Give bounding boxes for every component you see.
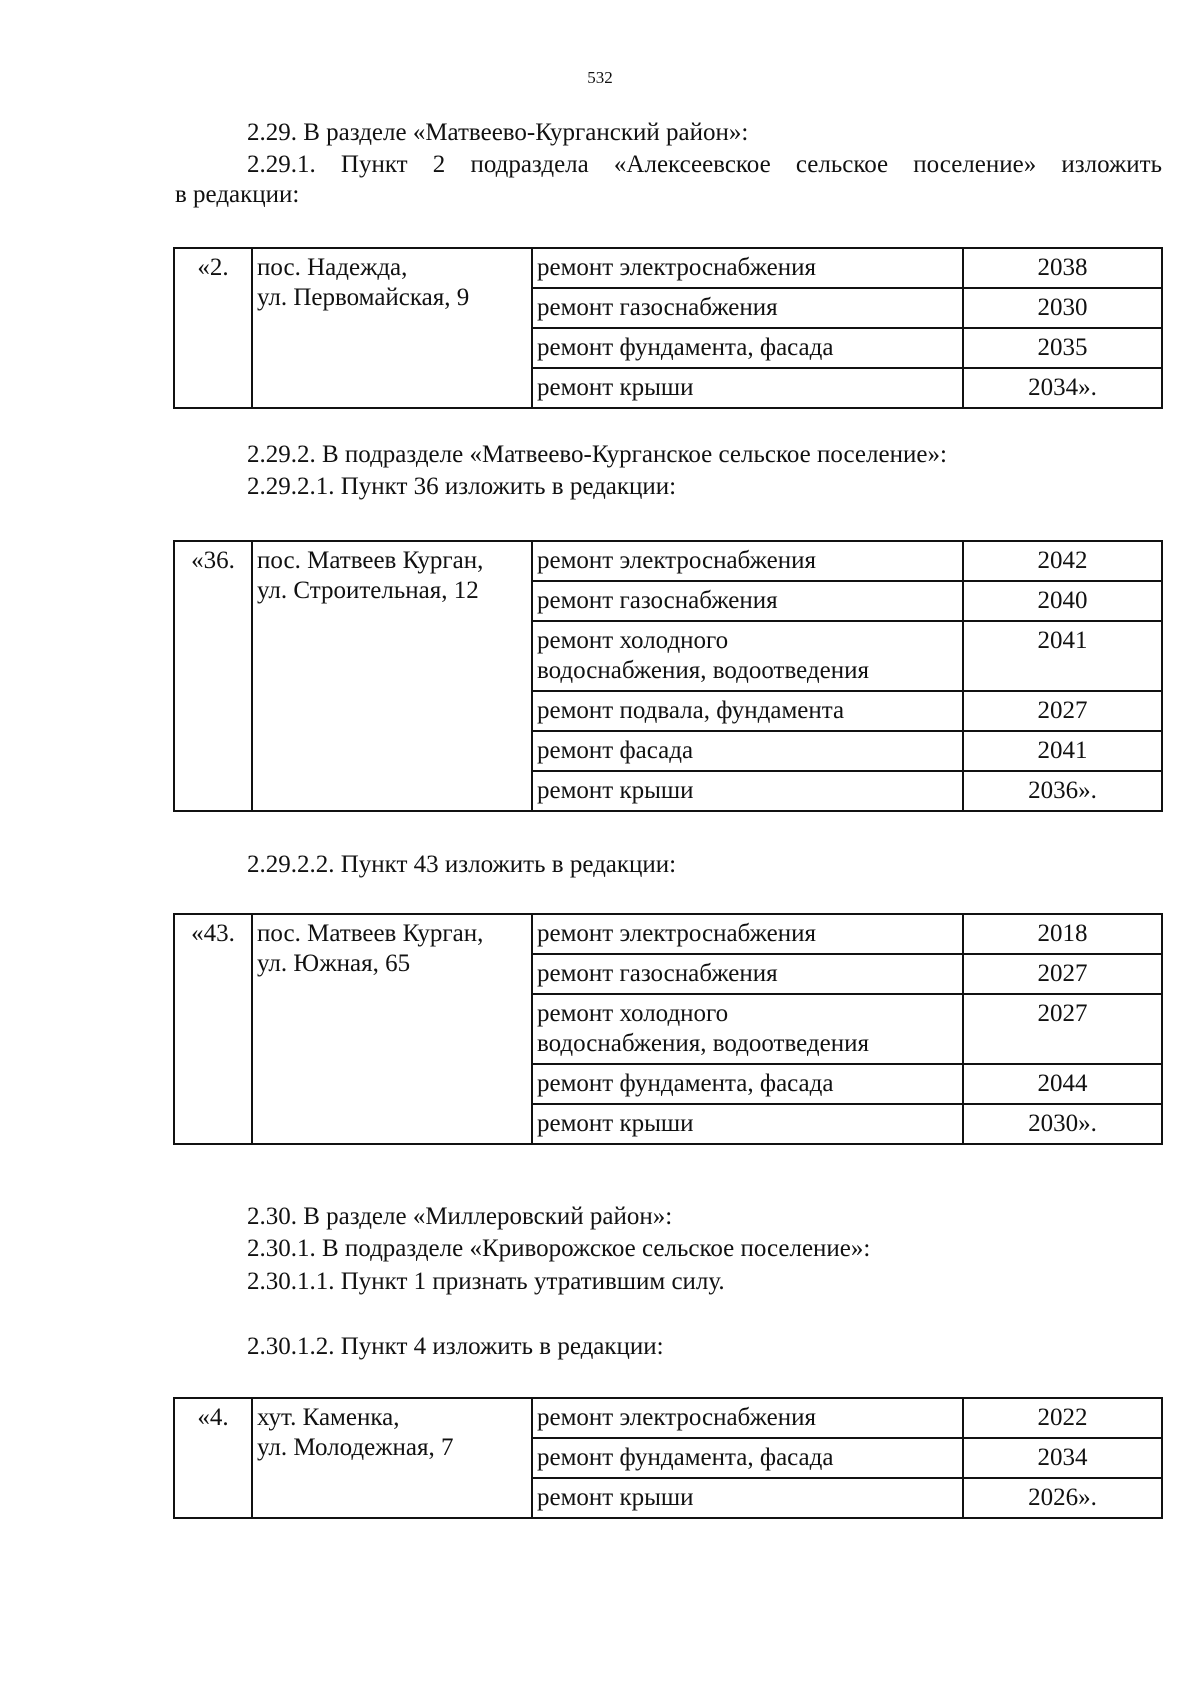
- clause-2-29-1-line1: 2.29.1. Пункт 2 подраздела «Алексеевское сельское поселение» изложить: [247, 151, 1162, 178]
- work-type: ремонт газоснабжения: [532, 288, 963, 328]
- work-year: 2030».: [963, 1104, 1162, 1144]
- work-type: ремонт электроснабжения: [532, 914, 963, 954]
- address-cell: [252, 248, 532, 408]
- table-row: [174, 541, 1162, 581]
- address-line1: хут. Каменка,: [257, 1404, 400, 1431]
- work-type: ремонт крыши: [532, 771, 963, 811]
- work-year: 2030: [963, 288, 1162, 328]
- work-type: ремонт подвала, фундамента: [532, 691, 963, 731]
- address-line1: пос. Матвеев Курган,: [257, 547, 484, 574]
- clause-2-29-1-line2: в редакции:: [175, 181, 300, 208]
- work-year: 2027: [963, 954, 1162, 994]
- address-line1: пос. Надежда,: [257, 254, 408, 281]
- work-year: 2034: [963, 1438, 1162, 1478]
- table-item-2: [173, 247, 1163, 409]
- table-row: [174, 1398, 1162, 1438]
- work-year: 2040: [963, 581, 1162, 621]
- work-year: 2018: [963, 914, 1162, 954]
- item-number: «36.: [174, 541, 252, 811]
- address-line2: ул. Молодежная, 7: [257, 1434, 454, 1461]
- work-year: 2036».: [963, 771, 1162, 811]
- work-type: ремонт фасада: [532, 731, 963, 771]
- item-number: «2.: [174, 248, 252, 408]
- work-year: 2034».: [963, 368, 1162, 408]
- work-year: 2044: [963, 1064, 1162, 1104]
- work-type: [532, 621, 963, 691]
- work-type: ремонт фундамента, фасада: [532, 328, 963, 368]
- clause-2-30-1-1: 2.30.1.1. Пункт 1 признать утратившим силу.: [247, 1268, 725, 1295]
- work-year: 2022: [963, 1398, 1162, 1438]
- page-number: 532: [587, 68, 613, 87]
- table-row: [174, 914, 1162, 954]
- address-line1: пос. Матвеев Курган,: [257, 920, 484, 947]
- table-row: [174, 248, 1162, 288]
- clause-2-29-2: 2.29.2. В подразделе «Матвеево-Курганское сельское поселение»:: [247, 441, 947, 468]
- address-cell: [252, 541, 532, 811]
- work-type-line1: ремонт холодного: [537, 1000, 729, 1027]
- table-item-36: [173, 540, 1163, 812]
- work-year: 2041: [963, 621, 1162, 691]
- work-type: ремонт газоснабжения: [532, 581, 963, 621]
- work-type: ремонт электроснабжения: [532, 1398, 963, 1438]
- work-year: 2027: [963, 691, 1162, 731]
- work-type: ремонт электроснабжения: [532, 541, 963, 581]
- table-item-4: [173, 1397, 1163, 1519]
- clause-2-29-2-2: 2.29.2.2. Пункт 43 изложить в редакции:: [247, 851, 677, 878]
- item-number: «43.: [174, 914, 252, 1144]
- work-type-line1: ремонт холодного: [537, 627, 729, 654]
- table-item-43: [173, 913, 1163, 1145]
- clause-2-30-1-2: 2.30.1.2. Пункт 4 изложить в редакции:: [247, 1333, 664, 1360]
- address-line2: ул. Южная, 65: [257, 950, 411, 977]
- work-year: 2041: [963, 731, 1162, 771]
- clause-2-30-1: 2.30.1. В подразделе «Криворожское сельское поселение»:: [247, 1235, 871, 1262]
- work-type: ремонт крыши: [532, 1478, 963, 1518]
- work-year: 2026».: [963, 1478, 1162, 1518]
- address-line2: ул. Первомайская, 9: [257, 284, 470, 311]
- work-type: [532, 994, 963, 1064]
- clause-2-29-2-1: 2.29.2.1. Пункт 36 изложить в редакции:: [247, 473, 677, 500]
- item-number: «4.: [174, 1398, 252, 1518]
- work-year: 2027: [963, 994, 1162, 1064]
- work-type: ремонт крыши: [532, 1104, 963, 1144]
- work-type: ремонт фундамента, фасада: [532, 1064, 963, 1104]
- work-type: ремонт электроснабжения: [532, 248, 963, 288]
- work-type-line2: водоснабжения, водоотведения: [537, 657, 869, 684]
- work-type: ремонт крыши: [532, 368, 963, 408]
- work-type-line2: водоснабжения, водоотведения: [537, 1030, 869, 1057]
- work-year: 2042: [963, 541, 1162, 581]
- section-2-30-heading: 2.30. В разделе «Миллеровский район»:: [247, 1203, 673, 1230]
- work-type: ремонт фундамента, фасада: [532, 1438, 963, 1478]
- work-year: 2038: [963, 248, 1162, 288]
- address-cell: [252, 1398, 532, 1518]
- work-type: ремонт газоснабжения: [532, 954, 963, 994]
- work-year: 2035: [963, 328, 1162, 368]
- section-2-29-heading: 2.29. В разделе «Матвеево-Курганский район»:: [247, 119, 749, 146]
- address-cell: [252, 914, 532, 1144]
- address-line2: ул. Строительная, 12: [257, 577, 479, 604]
